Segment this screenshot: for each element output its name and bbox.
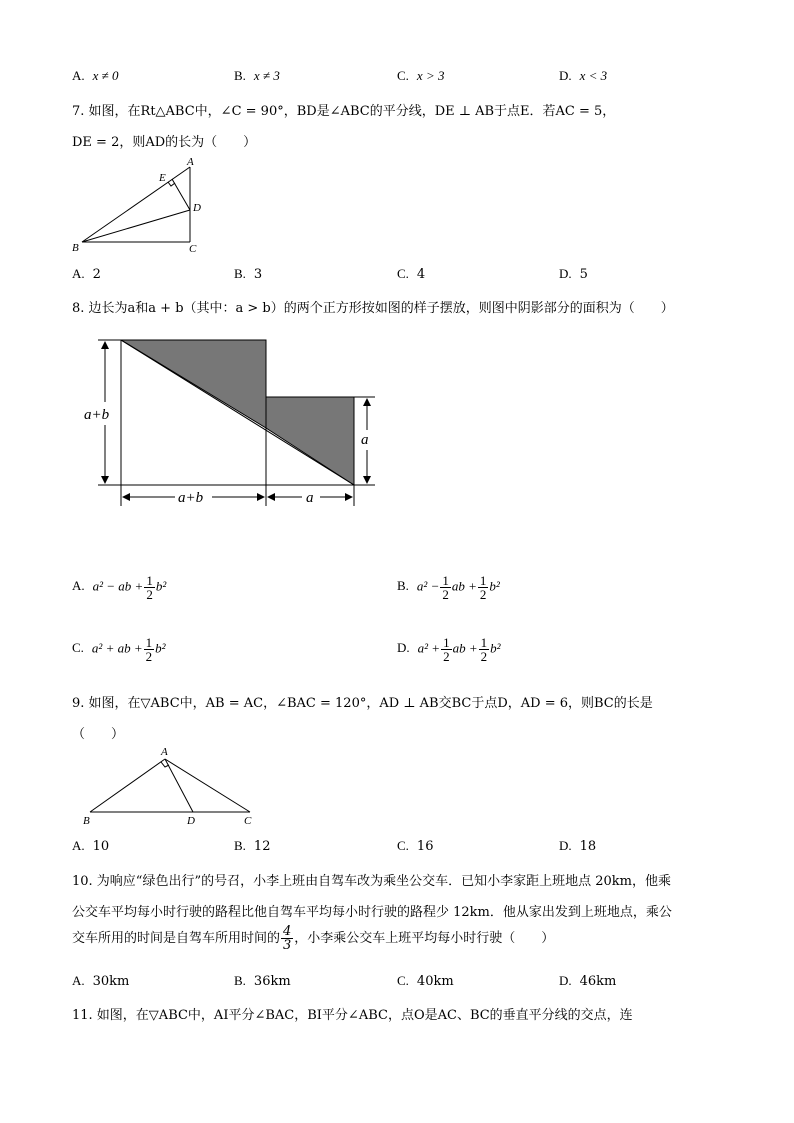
q7-option-c: C. 4 <box>397 266 426 282</box>
q7-side-ab <box>82 167 190 242</box>
q10-option-b: B. 36km <box>234 973 291 989</box>
q10-stem-line1: 10. 为响应“绿色出行”的号召，小李上班由自驾车改为乘坐公交车．已知小李家距上班地点 20km，他乘 <box>72 874 671 889</box>
q11-stem-line1: 11. 如图，在▽ABC中，AI平分∠BAC，BI平分∠ABC，点O是AC、BC的垂直平分线的交点，连 <box>72 1008 633 1023</box>
q10-option-d: D. 46km <box>559 973 617 989</box>
q9-option-b: B. 12 <box>234 838 271 854</box>
q8-option-d: D. a² + $\frac{1}{2}$ ab + $\frac{1}{2}$ b² <box>397 635 501 664</box>
q7-label-d: D <box>193 202 201 214</box>
q7-label-a: A <box>187 156 194 168</box>
q9-label-b: B <box>83 815 90 827</box>
q6-option-a: A. x ≠ 0 <box>72 68 119 83</box>
q9-stem-line2: （ ） <box>72 727 125 742</box>
q8-shaded-lower <box>266 397 354 485</box>
q9-label-c: C <box>244 815 252 827</box>
q9-stem-line1: 9. 如图，在▽ABC中，AB = AC，∠BAC = 120°，AD ⊥ AB交BC于点D，AD = 6，则BC的长是 <box>72 696 653 711</box>
q10-stem-line3: 交车所用的时间是自驾车所用时间的 $\frac{4}{3}$ ，小李乘公交车上班平均每小时行驶（ ） <box>72 924 555 953</box>
q8-option-b: B. a² − $\frac{1}{2}$ ab + $\frac{1}{2}$ b² <box>397 573 500 602</box>
q9-option-a: A. 10 <box>72 838 110 854</box>
q8-label-bottom-left: a+b <box>178 490 204 506</box>
q9-side-ac <box>165 759 250 812</box>
q9-side-ab <box>90 759 165 812</box>
q9-label-a: A <box>161 746 168 758</box>
q8-option-a: A. a² − ab + $\frac{1}{2}$ b² <box>72 573 167 602</box>
q10-stem-line2: 公交车平均每小时行驶的路程比他自驾车平均每小时行驶的路程少 12km．他从家出发到上班地点，乘公 <box>72 905 672 920</box>
q7-label-b: B <box>72 242 79 254</box>
q9-label-d: D <box>187 815 195 827</box>
q9-option-d: D. 18 <box>559 838 597 854</box>
q8-label-left: a+b <box>84 407 110 423</box>
q6-option-c: C. x > 3 <box>397 68 445 83</box>
q7-option-a: A. 2 <box>72 266 101 282</box>
q9-figure <box>80 745 265 830</box>
q10-option-a: A. 30km <box>72 973 130 989</box>
q7-stem-line2: DE = 2，则AD的长为（ ） <box>72 135 257 150</box>
q7-label-e: E <box>159 172 166 184</box>
q8-option-c: C. a² + ab + $\frac{1}{2}$ b² <box>72 635 166 664</box>
q7-segment-bd <box>82 210 190 242</box>
q8-label-bottom-right: a <box>306 490 314 506</box>
q7-stem-line1: 7. 如图，在Rt△ABC中，∠C = 90°，BD是∠ABC的平分线，DE ⊥ AB于点E．若AC = 5， <box>72 104 616 119</box>
q7-option-b: B. 3 <box>234 266 263 282</box>
q9-option-c: C. 16 <box>397 838 434 854</box>
q7-label-c: C <box>189 243 197 255</box>
q6-option-b: B. x ≠ 3 <box>234 68 280 83</box>
q9-segment-ad <box>165 759 193 812</box>
q10-option-c: C. 40km <box>397 973 454 989</box>
q8-figure <box>80 330 390 510</box>
q7-figure <box>70 155 220 255</box>
q6-option-d: D. x < 3 <box>559 68 608 83</box>
q7-option-d: D. 5 <box>559 266 588 282</box>
q8-stem-line1: 8. 边长为a和a + b（其中：a > b）的两个正方形按如图的样子摆放，则图中阴影部分的面积为（ ） <box>72 301 674 316</box>
q8-label-right: a <box>361 432 369 448</box>
